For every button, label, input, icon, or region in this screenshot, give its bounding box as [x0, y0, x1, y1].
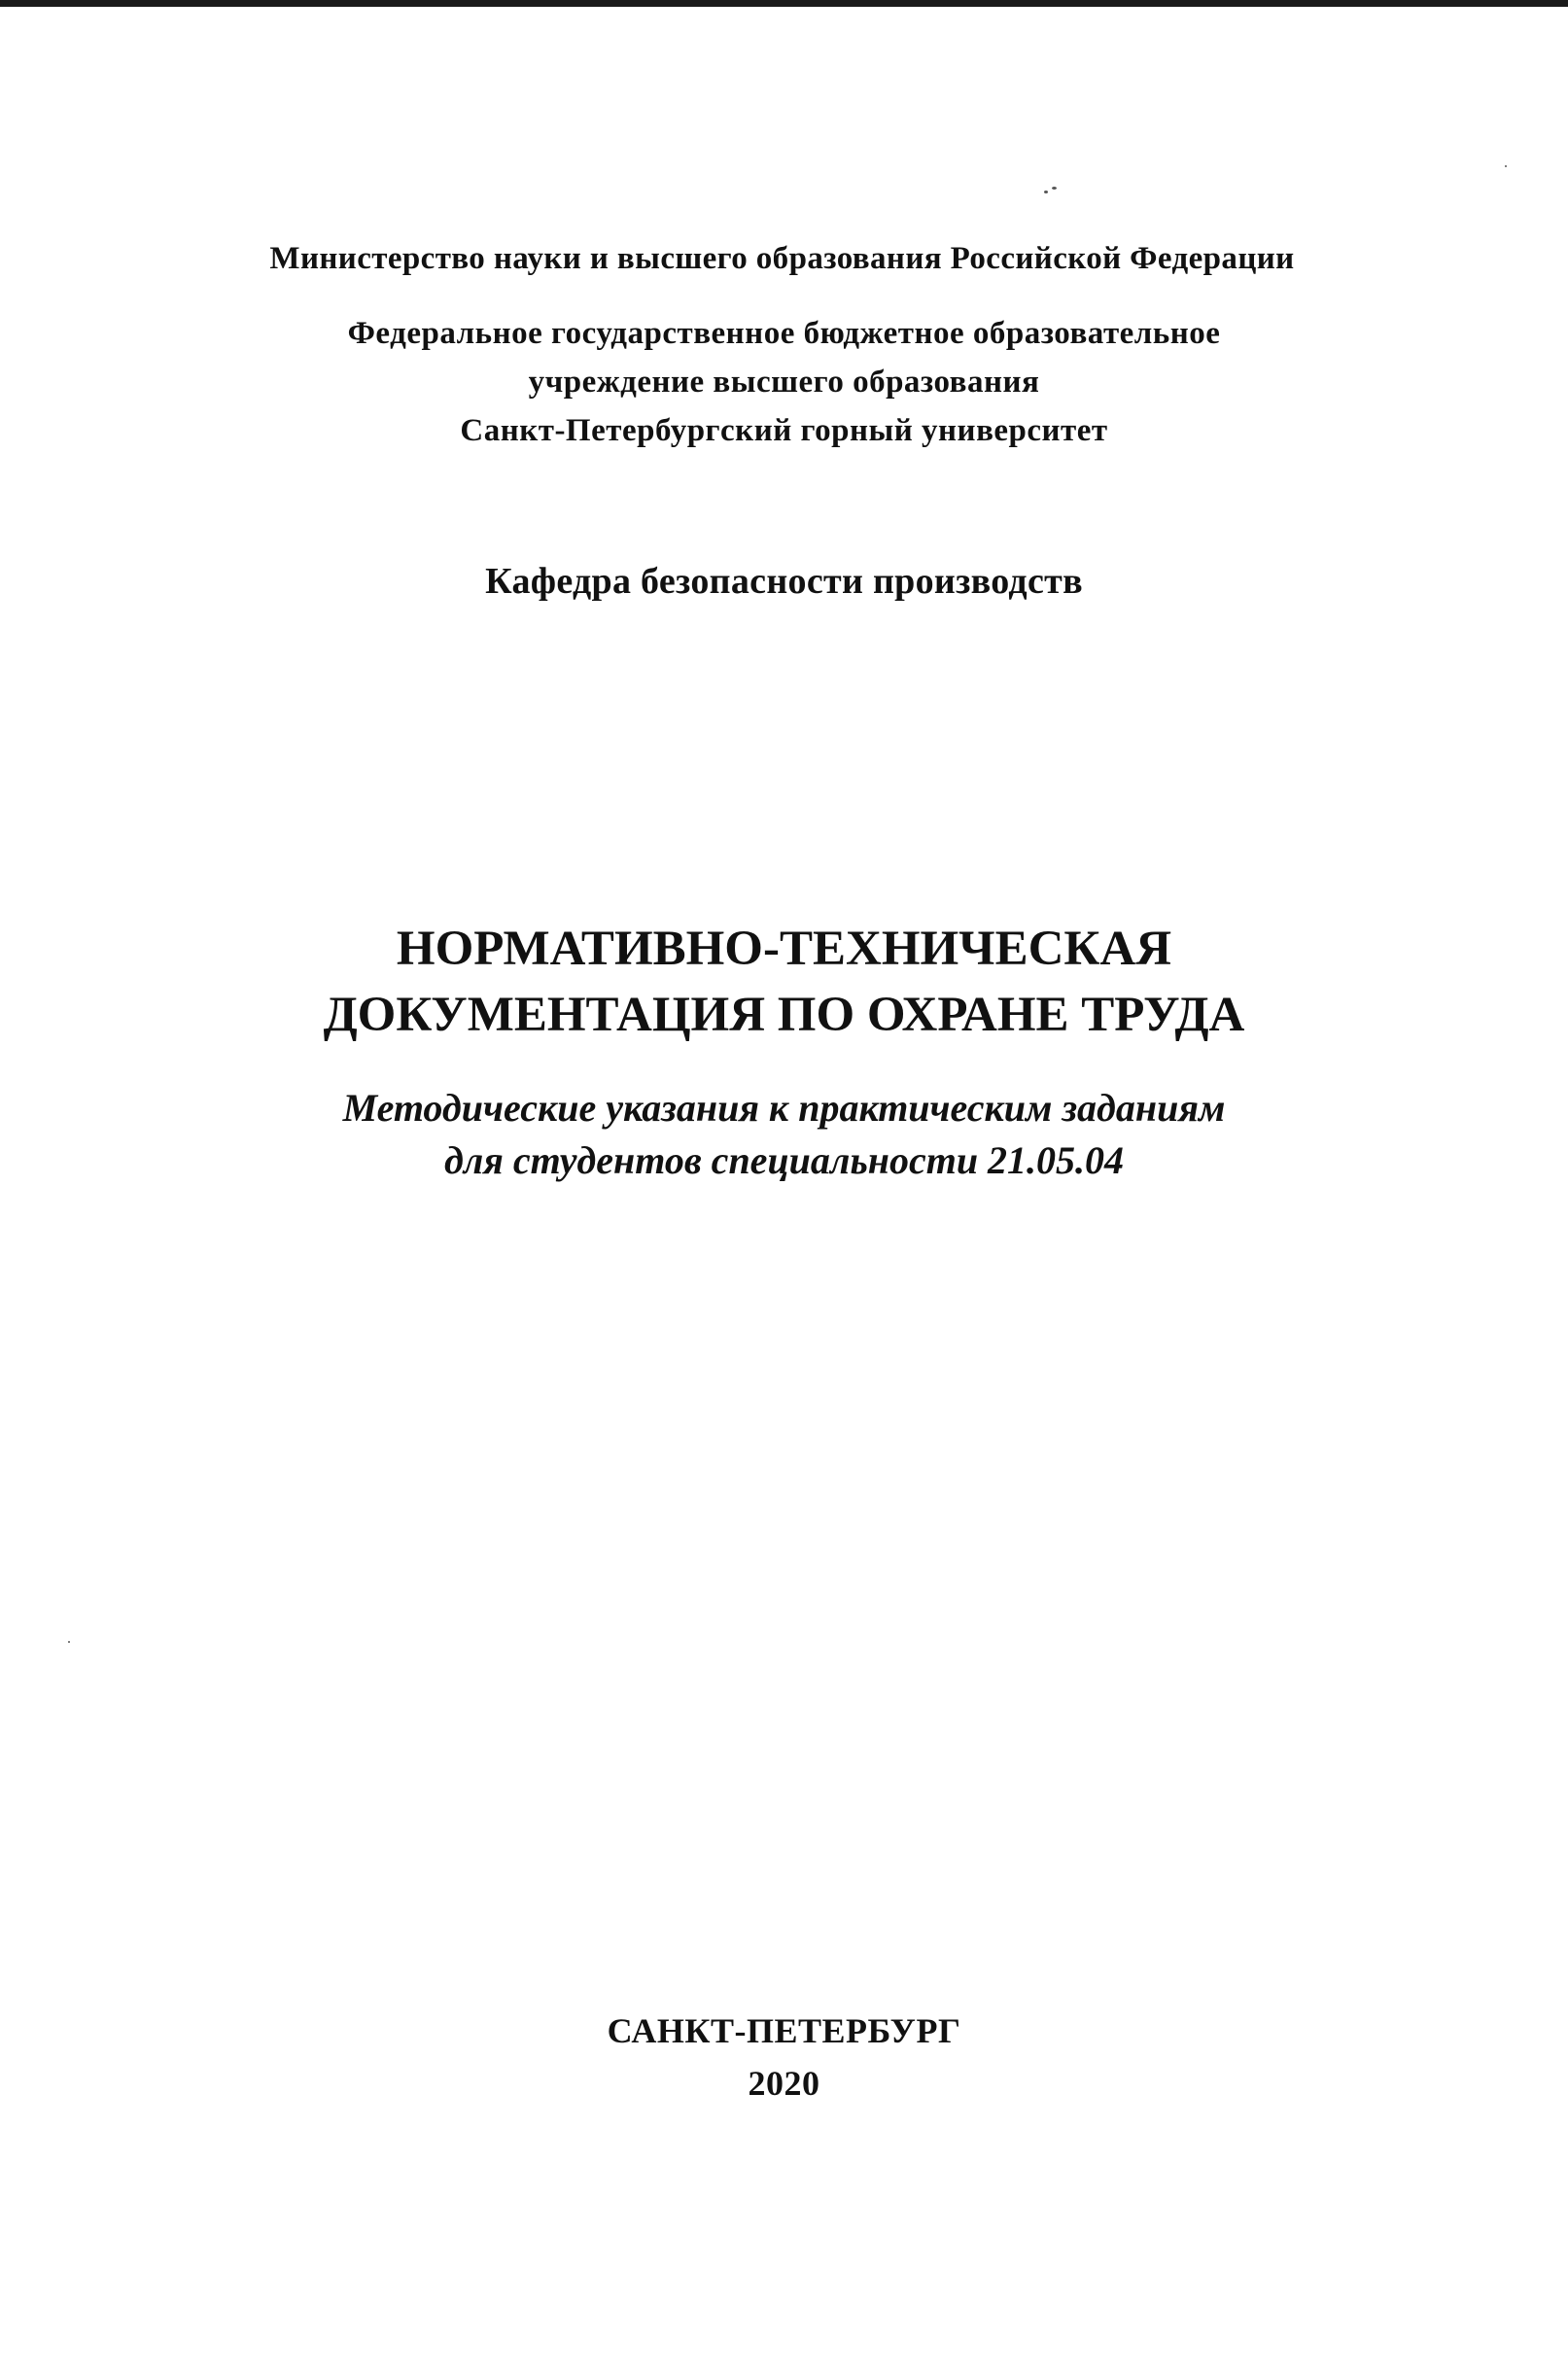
department-label: Кафедра безопасности производств — [485, 561, 1083, 602]
title-line-1: НОРМАТИВНО-ТЕХНИЧЕСКАЯ — [396, 922, 1172, 976]
scan-speck — [1052, 187, 1057, 190]
subtitle-line-2: для студентов специальности 21.05.04 — [443, 1138, 1125, 1182]
document-title — [0, 916, 1568, 1048]
ministry-name: Министерство науки и высшего образования Российской Федерации — [269, 241, 1295, 276]
department-name — [0, 560, 1568, 603]
scan-speck — [1044, 191, 1048, 193]
city-name: САНКТ-ПЕТЕРБУРГ — [607, 2011, 961, 2050]
ministry-line — [0, 241, 1568, 277]
document-subtitle — [0, 1082, 1568, 1187]
scan-speck — [1505, 165, 1507, 167]
imprint — [0, 2005, 1568, 2110]
title-line-2: ДОКУМЕНТАЦИЯ ПО ОХРАНЕ ТРУДА — [323, 988, 1245, 1042]
subtitle-line-1: Методические указания к практическим заданиям — [342, 1086, 1226, 1130]
scan-speck — [68, 1641, 70, 1643]
scan-top-edge — [0, 0, 1568, 7]
institution-block — [0, 309, 1568, 455]
institution-line-3: Санкт-Петербургский горный университет — [460, 413, 1108, 448]
institution-line-2: учреждение высшего образования — [528, 365, 1040, 400]
institution-line-1: Федеральное государственное бюджетное образовательное — [347, 316, 1221, 351]
publication-year: 2020 — [748, 2064, 820, 2103]
